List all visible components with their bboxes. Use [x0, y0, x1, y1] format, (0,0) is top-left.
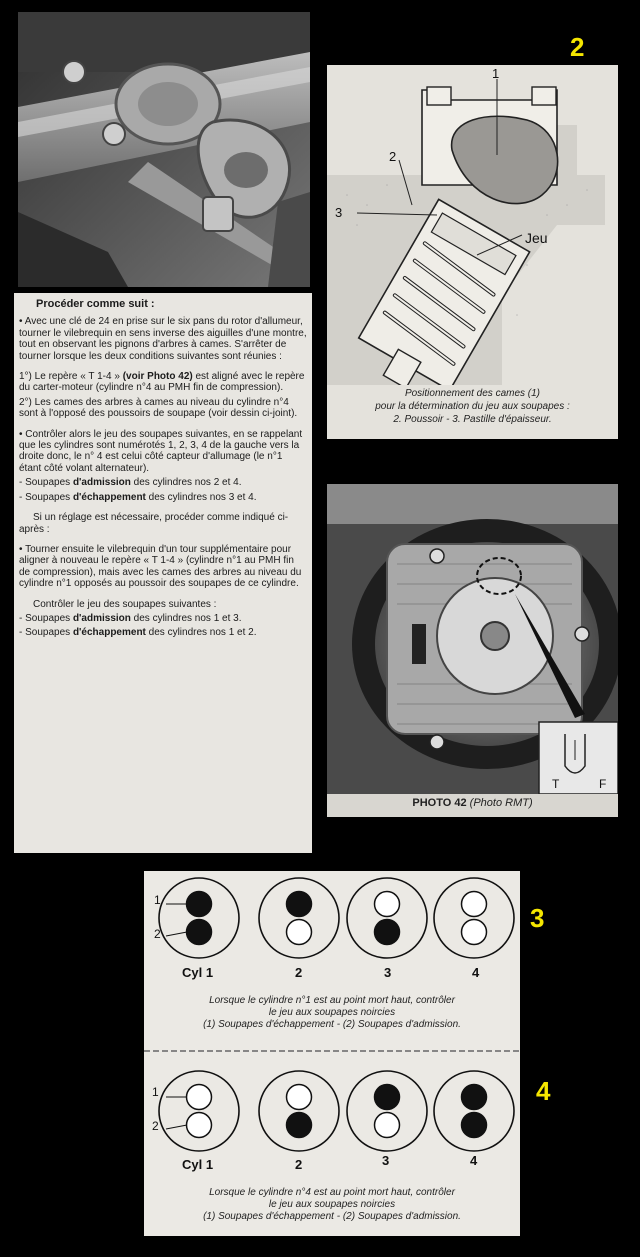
paragraph [19, 613, 307, 624]
text-run: des cylindres nos 1 et 3. [130, 612, 242, 624]
marker-3: 3 [530, 903, 545, 933]
diagram-3-cylinder-1-intake-valve [187, 920, 212, 945]
text-run: des cylindres nos 3 et 4. [145, 491, 257, 503]
emphasis: d'admission [72, 477, 131, 489]
diagram-3-caption [154, 995, 510, 1031]
paragraph [19, 477, 307, 488]
cam-label-jeu: Jeu [525, 230, 548, 246]
photo-42 [327, 484, 618, 817]
caption-line: 2. Poussoir - 3. Pastille d'épaisseur. [393, 414, 552, 425]
text-run: - Soupapes [19, 477, 73, 489]
cyl-label: 2 [295, 1157, 303, 1172]
caption-line: Lorsque le cylindre n°1 est au point mort haut, contrôler [209, 995, 455, 1006]
diagram-4-cylinder-3-exhaust-valve [375, 1085, 400, 1110]
diagram-4-caption [154, 1187, 510, 1223]
marker-2: 2 [570, 32, 585, 62]
paragraph: • Contrôler alors le jeu des soupapes suivantes, en se rappelant que les cylindres sont numérotés 1, 2, 3, 4 de la gauche vers la droite donc, le n° 4 est celui côté capteur d'allumage (le n°1 étant côté volant alternateur). [19, 428, 303, 474]
diagram-4-leader-line [166, 1125, 187, 1129]
emphasis: d'échappement [72, 491, 146, 503]
valve-diagram-drawing [144, 871, 520, 1236]
diagram-3-cylinder-1-exhaust-valve [187, 892, 212, 917]
cyl-label: Cyl 1 [182, 965, 214, 980]
paragraph: • Avec une clé de 24 en prise sur le six pans du rotor d'allumeur, tourner le vilebrequin en sens inverse des aiguilles d'une montre, tout en observant les pignons d'arbres à cames. S'arrêter de tourner lorsque les deux conditions suivantes sont réunies : [19, 316, 307, 362]
marker-4: 4 [536, 1076, 551, 1106]
photo-42-drawing [327, 484, 618, 794]
paragraph [19, 492, 307, 503]
caption-line: (1) Soupapes d'échappement - (2) Soupapes d'admission. [203, 1019, 461, 1030]
diagram-3-cylinder-2-outline [259, 878, 339, 958]
photo-42-credit: (Photo RMT) [469, 797, 533, 809]
cam-position-diagram [327, 65, 618, 439]
row-label-exhaust: 1 [152, 1085, 159, 1099]
diagram-4-cylinder-4-exhaust-valve [462, 1085, 487, 1110]
caption-line: Positionnement des cames (1) [404, 388, 541, 399]
cyl-label: 3 [382, 1153, 390, 1168]
diagram-4-cylinder-4-intake-valve [462, 1113, 487, 1138]
paragraph: Si un réglage est nécessaire, procéder comme indiqué ci-après : [19, 512, 289, 535]
cyl-label: 3 [384, 965, 392, 980]
caption-line: (1) Soupapes d'échappement - (2) Soupapes d'admission. [203, 1211, 461, 1222]
diagram-4-cylinder-1-exhaust-valve [187, 1085, 212, 1110]
diagram-3-cylinder-3-exhaust-valve [375, 892, 400, 917]
emphasis: d'admission [72, 612, 131, 624]
diagram-3-cylinder-4-outline [434, 878, 514, 958]
cyl-label: Cyl 1 [182, 1157, 214, 1172]
paragraph: • Tourner ensuite le vilebrequin d'un tour supplémentaire pour aligner à nouveau le repère « T 1-4 » (cylindre n°1 au PMH fin de compression), mais avec les cames des arbres au niveau du cylindre n°1 opposés au poussoir des soupapes de ce cylindre. [19, 543, 302, 590]
text-run: des cylindres nos 2 et 4. [130, 477, 242, 489]
cam-label-2: 2 [389, 149, 397, 164]
row-label-intake: 2 [154, 927, 161, 941]
diagram-3-cylinder-4-intake-valve [462, 920, 487, 945]
diagram-3-cylinder-2-exhaust-valve [287, 892, 312, 917]
diagram-4-cylinder-2-outline [259, 1071, 339, 1151]
caption-line: pour la détermination du jeu aux soupapes : [375, 401, 570, 412]
cyl-label: 2 [295, 965, 303, 980]
cam-diagram-drawing [327, 65, 618, 385]
photo-reference: (voir Photo 42) [122, 371, 193, 383]
paragraph: 2°) Les cames des arbres à cames au niveau du cylindre n°4 sont à l'opposé des poussoirs de soupape (voir dessin ci-joint). [19, 396, 298, 420]
diagram-4-cylinder-1-intake-valve [187, 1113, 212, 1138]
valve-clearance-diagrams [144, 871, 520, 1236]
text-run: 1°) Le repère « T 1-4 » [19, 371, 123, 383]
procedure-text [14, 293, 312, 853]
caption-line: le jeu aux soupapes noircies [268, 1007, 396, 1018]
caption-line: Lorsque le cylindre n°4 est au point mort haut, contrôler [209, 1187, 455, 1198]
cyl-label: 4 [472, 965, 480, 980]
photo-42-title: PHOTO 42 [412, 797, 467, 809]
text-run: - Soupapes [19, 491, 73, 503]
diagram-3-cylinder-3-outline [347, 878, 427, 958]
diagram-3-leader-line [166, 932, 187, 936]
emphasis: d'échappement [72, 627, 146, 639]
text-run: est aligné avec le repère du carter-moteur (cylindre n°4 au PMH fin de compression). [19, 371, 305, 394]
text-run: - Soupapes [19, 612, 73, 624]
text-run: - Soupapes [19, 627, 73, 639]
photo-42-caption [327, 797, 618, 809]
caption-line: le jeu aux soupapes noircies [268, 1199, 396, 1210]
diagram-4-cylinder-1-outline [159, 1071, 239, 1151]
paragraph: Contrôler le jeu des soupapes suivantes : [33, 598, 217, 610]
diagram-4-cylinder-2-exhaust-valve [287, 1085, 312, 1110]
engine-photo-1 [18, 12, 310, 287]
diagram-4-cylinder-3-outline [347, 1071, 427, 1151]
diagram-4-cylinder-2-intake-valve [287, 1113, 312, 1138]
t-mark: T [552, 777, 560, 791]
paragraph [19, 371, 307, 394]
row-label-exhaust: 1 [154, 893, 161, 907]
procedure-heading: Procéder comme suit : [36, 298, 155, 310]
cam-diagram-caption [333, 387, 612, 426]
paragraph [19, 627, 307, 638]
diagram-4-cylinder-3-intake-valve [375, 1113, 400, 1138]
f-mark: F [599, 777, 607, 791]
diagram-3-cylinder-1-outline [159, 878, 239, 958]
diagram-3-cylinder-4-exhaust-valve [462, 892, 487, 917]
cam-label-3: 3 [335, 205, 343, 220]
row-label-intake: 2 [152, 1119, 159, 1133]
diagram-3-cylinder-3-intake-valve [375, 920, 400, 945]
engine-photo-1-drawing [18, 12, 310, 287]
text-run: des cylindres nos 1 et 2. [145, 627, 257, 639]
cam-label-1: 1 [492, 66, 500, 81]
diagram-3-cylinder-2-intake-valve [287, 920, 312, 945]
cyl-label: 4 [470, 1153, 478, 1168]
diagram-4-cylinder-4-outline [434, 1071, 514, 1151]
